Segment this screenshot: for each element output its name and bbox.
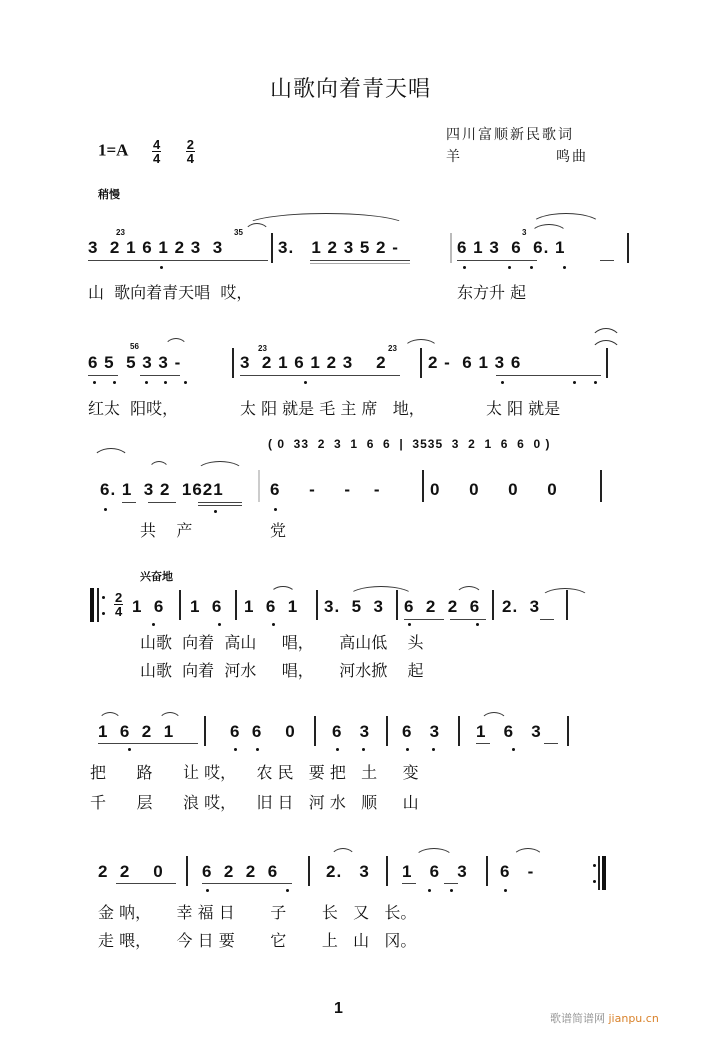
low-octave-dot bbox=[512, 748, 515, 751]
underline-beam bbox=[240, 375, 400, 376]
barline bbox=[420, 348, 422, 378]
low-octave-dot bbox=[530, 266, 533, 269]
underline-beam bbox=[402, 883, 416, 884]
slur bbox=[245, 213, 407, 226]
notes-line-4f: 2. 3 bbox=[502, 597, 541, 616]
notes-line-1c: 6 1 3 6 6. 1 bbox=[457, 238, 566, 257]
lyrics-line: 太 阳 就是 毛 主 席 地， bbox=[240, 399, 425, 418]
tempo-marking: 兴奋地 bbox=[140, 570, 173, 583]
barline bbox=[627, 233, 629, 263]
time-signature-2-4: $\frac{2}{4}$ bbox=[115, 590, 123, 619]
underline-beam bbox=[202, 883, 292, 884]
underline-beam bbox=[496, 375, 601, 376]
underline-beam bbox=[148, 502, 176, 503]
low-octave-dot bbox=[128, 748, 131, 751]
slur bbox=[455, 586, 483, 597]
low-octave-dot bbox=[304, 381, 307, 384]
slur bbox=[414, 848, 454, 859]
notes-line-1a: 3 2 1 6 1 2 3 3 bbox=[88, 238, 224, 257]
low-octave-dot bbox=[594, 381, 597, 384]
grace-note: 23 bbox=[258, 344, 267, 353]
slur bbox=[512, 848, 544, 859]
low-octave-dot bbox=[206, 889, 209, 892]
underline-beam bbox=[404, 619, 444, 620]
repeat-dot bbox=[102, 612, 105, 615]
grace-note: 35 bbox=[234, 228, 243, 237]
barline bbox=[422, 470, 424, 502]
notes-line-4e: 6 2 2 6 bbox=[404, 597, 481, 616]
song-title: 山歌向着青天唱 bbox=[269, 77, 431, 102]
lyrics-line: 东方升 起 bbox=[457, 283, 527, 302]
notes-line-4a: 1 6 bbox=[132, 597, 165, 616]
repeat-dot bbox=[593, 880, 596, 883]
barline bbox=[235, 590, 237, 620]
low-octave-dot bbox=[504, 889, 507, 892]
low-octave-dot bbox=[104, 508, 107, 511]
grace-note: 23 bbox=[116, 228, 125, 237]
barline bbox=[396, 590, 398, 620]
barline bbox=[314, 716, 316, 746]
composer-name: 羊 bbox=[446, 149, 462, 165]
low-octave-dot bbox=[164, 381, 167, 384]
grace-note: 3 bbox=[522, 228, 527, 237]
notes-line-6a: 2 2 0 bbox=[98, 862, 164, 881]
lyrics-line: 山 歌向着青天唱 哎， bbox=[88, 283, 253, 302]
watermark-latin: jianpu.cn bbox=[608, 1012, 659, 1025]
barline bbox=[186, 856, 188, 886]
underline-beam bbox=[310, 260, 410, 261]
low-octave-dot bbox=[218, 623, 221, 626]
slur bbox=[92, 448, 130, 461]
tempo-marking: 稍慢 bbox=[98, 188, 120, 201]
slur bbox=[148, 461, 170, 472]
low-octave-dot bbox=[463, 266, 466, 269]
barline bbox=[386, 856, 388, 886]
underline-beam bbox=[88, 260, 268, 261]
low-octave-dot bbox=[450, 889, 453, 892]
key-label: 1=A bbox=[98, 140, 128, 160]
notes-line-2a: 6 5 5 3 3 - bbox=[88, 353, 182, 372]
low-octave-dot bbox=[408, 623, 411, 626]
barline bbox=[492, 590, 494, 620]
barline bbox=[606, 348, 608, 378]
lyricist-credit: 四川富顺新民歌词 bbox=[446, 127, 574, 143]
barline bbox=[271, 233, 273, 263]
notes-line-6d: 1 6 3 bbox=[402, 862, 468, 881]
underline-beam bbox=[476, 743, 490, 744]
low-octave-dot bbox=[145, 381, 148, 384]
low-octave-dot bbox=[336, 748, 339, 751]
lyrics-verse-1: 山歌 向着 高山 唱， 高山低 头 bbox=[140, 633, 424, 652]
notes-line-2b: 3 2 1 6 1 2 3 2 bbox=[240, 353, 387, 372]
barline bbox=[567, 716, 569, 746]
grace-note: 56 bbox=[130, 342, 139, 351]
lyrics-verse-2: 走 喂， 今 日 要 它 上 山 冈。 bbox=[98, 931, 417, 950]
repeat-dot bbox=[102, 596, 105, 599]
low-octave-dot bbox=[184, 381, 187, 384]
repeat-start-barline bbox=[90, 588, 94, 622]
notes-line-3c: 0 0 0 0 bbox=[430, 480, 558, 499]
lyrics-line: 党 bbox=[270, 521, 287, 540]
repeat-end-thin-barline bbox=[598, 856, 600, 890]
key-signature bbox=[98, 138, 195, 165]
notes-line-6b: 6 2 2 6 bbox=[202, 862, 279, 881]
barline bbox=[458, 716, 460, 746]
notes-line-2c: 2 - 6 1 3 6 bbox=[428, 353, 522, 372]
underline-beam bbox=[600, 260, 614, 261]
slur bbox=[196, 461, 244, 472]
notes-line-5b: 6 6 0 bbox=[230, 722, 296, 741]
interlude-notes: ( 0 33 2 3 1 6 6 | 3535 3 2 1 6 6 0 ) bbox=[268, 437, 551, 451]
underline-beam bbox=[198, 505, 242, 506]
lyrics-line: 共 产 bbox=[140, 521, 193, 540]
lyrics-verse-2: 千 层 浪 哎， 旧 日 河 水 顺 山 bbox=[90, 793, 419, 812]
barline bbox=[232, 348, 234, 378]
low-octave-dot bbox=[573, 381, 576, 384]
grace-note: 23 bbox=[388, 344, 397, 353]
watermark-cn: 歌谱简谱网 bbox=[550, 1012, 605, 1025]
low-octave-dot bbox=[563, 266, 566, 269]
slur bbox=[330, 848, 356, 859]
lyrics-line: 红太 阳哎， bbox=[88, 399, 179, 418]
notes-line-4c: 1 6 1 bbox=[244, 597, 299, 616]
underline-beam bbox=[116, 883, 176, 884]
low-octave-dot bbox=[432, 748, 435, 751]
underline-beam bbox=[122, 502, 136, 503]
slur bbox=[348, 586, 414, 597]
underline-beam bbox=[457, 260, 537, 261]
time-signature-4-4: $\frac{4}{4}$ bbox=[153, 137, 161, 166]
low-octave-dot bbox=[160, 266, 163, 269]
notes-line-1b: 3. 1 2 3 5 2 - bbox=[278, 238, 399, 257]
low-octave-dot bbox=[214, 510, 217, 513]
notes-line-5d: 6 3 bbox=[402, 722, 441, 741]
low-octave-dot bbox=[362, 748, 365, 751]
underline-beam bbox=[444, 883, 458, 884]
notes-line-5a: 1 6 2 1 bbox=[98, 722, 175, 741]
notes-line-5e: 1 6 3 bbox=[476, 722, 542, 741]
lyrics-verse-2: 山歌 向着 河水 唱， 河水掀 起 bbox=[140, 661, 424, 680]
barline bbox=[204, 716, 206, 746]
underline-beam bbox=[544, 743, 558, 744]
notes-line-6e: 6 - bbox=[500, 862, 535, 881]
low-octave-dot bbox=[476, 623, 479, 626]
low-octave-dot bbox=[152, 623, 155, 626]
notes-line-6c: 2. 3 bbox=[326, 862, 370, 881]
low-octave-dot bbox=[113, 381, 116, 384]
repeat-end-barline bbox=[602, 856, 606, 890]
slur bbox=[164, 338, 188, 349]
underline-beam bbox=[98, 743, 198, 744]
page-number: 1 bbox=[334, 1000, 343, 1017]
repeat-start-thin-barline bbox=[97, 588, 99, 622]
lyrics-verse-1: 把 路 让 哎， 农 民 要 把 土 变 bbox=[90, 763, 419, 782]
low-octave-dot bbox=[286, 889, 289, 892]
composer-role: 鸣曲 bbox=[556, 149, 588, 165]
low-octave-dot bbox=[234, 748, 237, 751]
barline bbox=[179, 590, 181, 620]
underline-beam bbox=[450, 619, 486, 620]
low-octave-dot bbox=[508, 266, 511, 269]
lyrics-verse-1: 金 呐， 幸 福 日 子 长 又 长。 bbox=[98, 903, 417, 922]
repeat-dot bbox=[593, 864, 596, 867]
low-octave-dot bbox=[501, 381, 504, 384]
notes-line-4b: 1 6 bbox=[190, 597, 223, 616]
barline bbox=[566, 590, 568, 620]
underline-beam bbox=[540, 619, 554, 620]
low-octave-dot bbox=[272, 623, 275, 626]
barline bbox=[386, 716, 388, 746]
low-octave-dot bbox=[93, 381, 96, 384]
barline bbox=[258, 470, 260, 502]
low-octave-dot bbox=[274, 508, 277, 511]
low-octave-dot bbox=[256, 748, 259, 751]
low-octave-dot bbox=[406, 748, 409, 751]
notes-line-4d: 3. 5 3 bbox=[324, 597, 384, 616]
slur bbox=[540, 588, 590, 599]
barline bbox=[308, 856, 310, 886]
underline-beam bbox=[140, 375, 180, 376]
watermark bbox=[550, 1010, 659, 1026]
underline-beam bbox=[310, 263, 410, 264]
barline bbox=[600, 470, 602, 502]
barline bbox=[316, 590, 318, 620]
underline-beam bbox=[198, 502, 242, 503]
time-signature-2-4: $\frac{2}{4}$ bbox=[186, 137, 194, 166]
barline bbox=[486, 856, 488, 886]
notes-line-3a: 6. 1 3 2 1621 bbox=[100, 480, 224, 499]
notes-line-3b: 6 - - - bbox=[270, 480, 381, 499]
lyrics-line: 太 阳 就是 bbox=[486, 399, 561, 418]
barline bbox=[450, 233, 452, 263]
slur bbox=[270, 586, 296, 595]
notes-line-5c: 6 3 bbox=[332, 722, 371, 741]
low-octave-dot bbox=[428, 889, 431, 892]
underline-beam bbox=[88, 375, 118, 376]
